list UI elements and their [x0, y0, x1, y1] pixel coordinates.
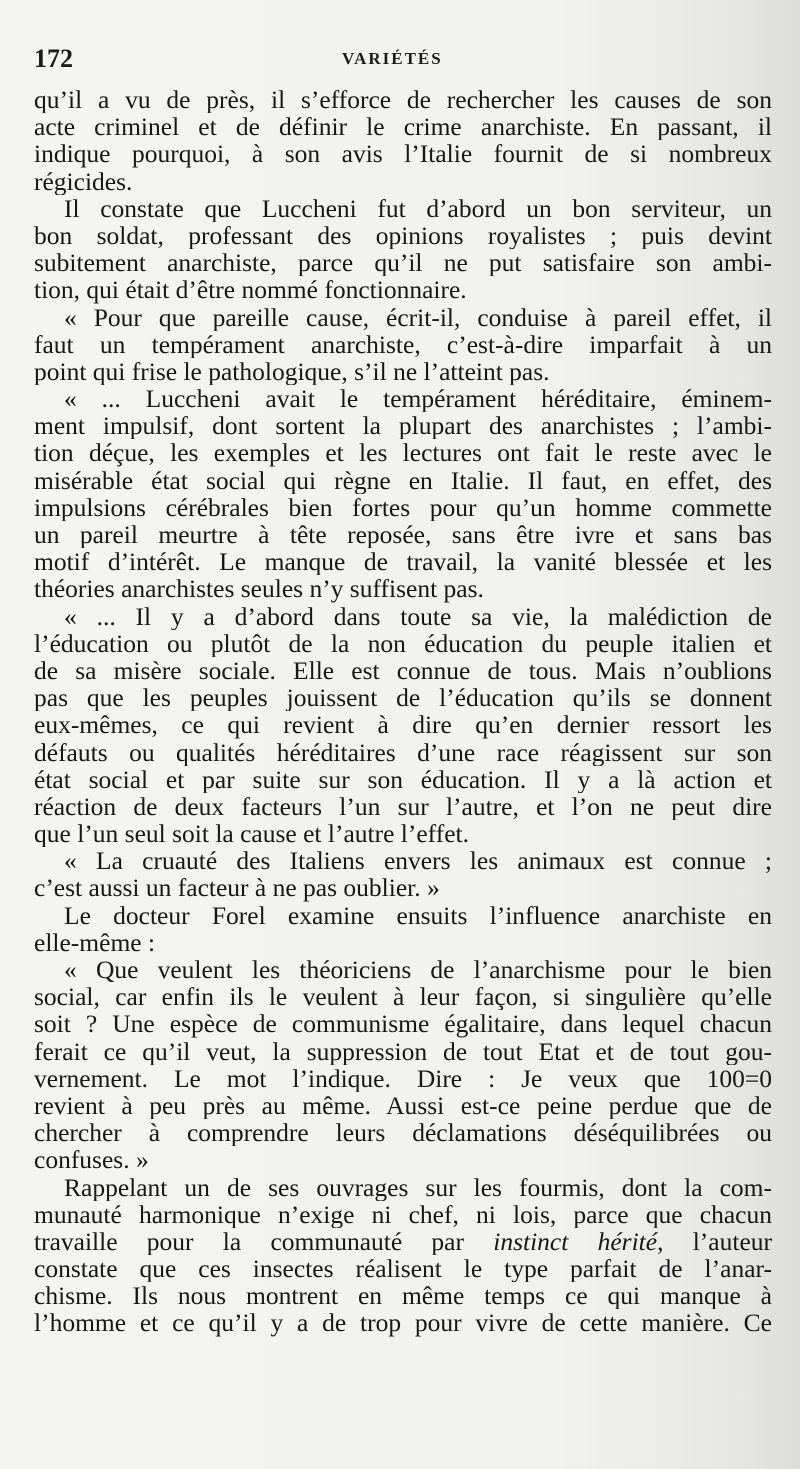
text-line: eux-mêmes, ce qui revient à dire qu’en dernier ressort les [34, 711, 772, 739]
text-line: l’homme et ce qu’il y a de trop pour vivre de cette manière. Ce [34, 1309, 772, 1337]
text-line: un pareil meurtre à tête reposée, sans être ivre et sans bas [34, 521, 772, 549]
page-number: 172 [34, 44, 73, 73]
text-line: chisme. Ils nous montrent en même temps ce qui manque à [34, 1282, 772, 1310]
text-line: social, car enfin ils le veulent à leur façon, si singulière qu’elle [34, 983, 772, 1011]
text-line: réaction de deux facteurs l’un sur l’autre, et l’on ne peut dire [34, 792, 772, 821]
text-line: état social et par suite sur son éducation. Il y a là action et [34, 765, 772, 793]
text-line: point qui frise le pathologique, s’il ne l’atteint pas. [34, 357, 550, 386]
text-line: ment impulsif, dont sortent la plupart des anarchistes ; l’ambi- [34, 412, 772, 440]
text-line: impulsions cérébrales bien fortes pour qu’un homme commette [34, 493, 772, 521]
text-line: « Que veulent les théoriciens de l’anarchisme pour le bien [64, 956, 772, 984]
text-line: de sa misère sociale. Elle est connue de tous. Mais n’oublions [34, 656, 772, 685]
text-line: faut un tempérament anarchiste, c’est-à-dire imparfait à un [34, 330, 772, 358]
text-line: tion, qui était d’être nommé fonctionnaire. [34, 276, 467, 304]
text-line: revient à peu près au même. Aussi est-ce peine perdue que de [34, 1091, 772, 1120]
text-line: que l’un seul soit la cause et l’autre l’effet. [34, 820, 469, 848]
text-segment: travaille pour la communauté par [34, 1227, 464, 1256]
text-line: constate que ces insectes réalisent le type parfait de l’anar- [34, 1255, 772, 1283]
text-line: elle-même : [34, 928, 156, 956]
text-line: Le docteur Forel examine ensuits l’influence anarchiste en [64, 901, 772, 929]
text-line: « ... Luccheni avait le tempérament héréditaire, éminem- [64, 385, 772, 413]
body-text [34, 86, 772, 1337]
text-line: l’éducation ou plutôt de la non éducation du peuple italien et [34, 629, 772, 657]
text-line: subitement anarchiste, parce qu’il ne put satisfaire son ambi- [34, 249, 772, 277]
text-line: motif d’intérêt. Le manque de travail, la vanité blessée et les [34, 548, 772, 576]
text-line: misérable état social qui règne en Italie. Il faut, en effet, des [34, 466, 772, 494]
text-line: qu’il a vu de près, il s’efforce de rechercher les causes de son [34, 86, 772, 114]
text-line: théories anarchistes seules n’y suffisent pas. [34, 575, 484, 603]
text-line: vernement. Le mot l’indique. Dire : Je veux que 100=0 [34, 1064, 772, 1092]
text-line: pas que les peuples jouissent de l’éducation qu’ils se donnent [34, 684, 772, 712]
text-line: confuses. » [34, 1146, 149, 1174]
page-header [34, 44, 772, 76]
text-line: tion déçue, les exemples et les lectures ont fait le reste avec le [34, 439, 772, 467]
text-line: soit ? Une espèce de communisme égalitaire, dans lequel chacun [34, 1010, 772, 1038]
text-segment: , l’auteur [657, 1227, 772, 1256]
text-line: régicides. [34, 167, 133, 195]
text-line: c’est aussi un facteur à ne pas oublier. » [34, 874, 440, 902]
text-line: Rappelant un de ses ouvrages sur les fourmis, dont la com- [64, 1173, 772, 1201]
text-line: indique pourquoi, à son avis l’Italie fournit de si nombreux [34, 140, 772, 168]
text-line [34, 1228, 772, 1255]
text-line: ferait ce qu’il veut, la suppression de tout Etat et de tout gou- [34, 1037, 772, 1065]
text-line: « Pour que pareille cause, écrit-il, conduise à pareil effet, il [64, 303, 772, 331]
text-line: « La cruauté des Italiens envers les animaux est connue ; [64, 847, 772, 875]
text-line: bon soldat, professant des opinions royalistes ; puis devint [34, 221, 772, 250]
text-line: Il constate que Luccheni fut d’abord un bon serviteur, un [64, 194, 772, 222]
running-head: VARIÉTÉS [342, 49, 443, 68]
italic-term: instinct hérité [493, 1227, 658, 1256]
text-line: défauts ou qualités héréditaires d’une race réagissent sur son [34, 738, 772, 766]
text-line: acte criminel et de définir le crime anarchiste. En passant, il [34, 113, 772, 141]
text-line: « ... Il y a d’abord dans toute sa vie, la malédiction de [64, 602, 772, 630]
text-line: chercher à comprendre leurs déclamations déséquilibrées ou [34, 1119, 772, 1147]
text-line: munauté harmonique n’exige ni chef, ni lois, parce que chacun [34, 1200, 772, 1228]
